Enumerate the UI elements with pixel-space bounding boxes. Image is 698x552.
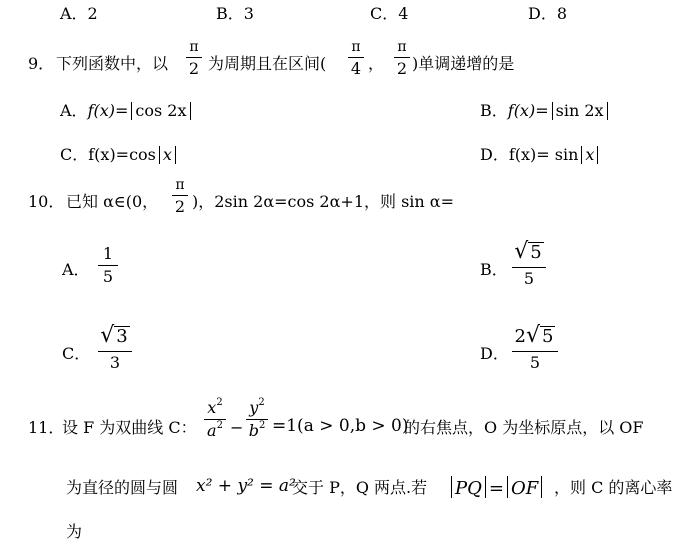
q9-option-c-label: C． <box>60 145 89 164</box>
q9-fraction-period <box>186 40 202 77</box>
q10-option-b-radicand: 5 <box>530 242 542 263</box>
q9-option-a-fx: f(x)= <box>87 101 129 120</box>
fraction-bar <box>186 57 202 58</box>
q9-option-a <box>60 102 194 120</box>
fraction-bar <box>172 195 188 196</box>
q11-line2-equation: x² + y² = a² <box>196 476 296 496</box>
q10-frac-den: 2 <box>174 197 186 216</box>
q10-option-d-num <box>512 323 558 348</box>
q10-option-a-den: 5 <box>102 267 114 286</box>
fraction-bar <box>348 57 364 58</box>
q9-option-d-fx: f(x)= sin <box>508 145 579 164</box>
q11-line2-mid: 交于 P，Q 两点.若 <box>292 478 428 497</box>
q10-text-after: )，2sin 2α=cos 2α+1，则 sin α= <box>192 192 455 211</box>
sqrt <box>525 323 555 348</box>
q11-line2-equals: = <box>488 478 504 499</box>
fraction-bar <box>98 351 132 352</box>
q11-frac1-den-exp: 2 <box>216 420 223 431</box>
q11-line2-pq: PQ <box>455 478 482 499</box>
q9-frac2-den: 4 <box>350 59 362 78</box>
q11-line2-before: 为直径的圆与圆 <box>66 478 179 497</box>
q10-fraction <box>172 178 188 215</box>
abs-bar-left <box>581 146 582 164</box>
q10-option-d-den: 5 <box>529 352 541 372</box>
abs-bar-right <box>485 476 486 498</box>
fraction-bar <box>512 351 558 352</box>
q10-text-before: 已知 α∈(0， <box>66 192 159 211</box>
q9-option-b-fx: f(x)= <box>507 101 549 120</box>
abs-bar-right <box>541 476 542 498</box>
sqrt <box>100 323 129 348</box>
q9-comma: ， <box>368 54 385 73</box>
q10-number: 10． <box>28 192 65 211</box>
q9-option-a-label: A． <box>60 101 88 120</box>
q11-frac2-den-wrap <box>246 420 268 440</box>
q9-text-after: )单调递增的是 <box>412 54 515 73</box>
q9-option-d <box>480 146 601 164</box>
q11-line2-after: ，则 C 的离心率 <box>554 478 673 497</box>
abs-bar-left <box>552 102 553 120</box>
q11-frac2-num: y <box>249 398 259 417</box>
q10-option-b-fraction <box>512 239 546 288</box>
q10-option-b-label: B． <box>480 260 508 279</box>
q11-frac1-num-exp: 2 <box>216 397 223 408</box>
q11-equation-rest: =1(a > 0,b > 0) <box>272 416 409 436</box>
q11-number: 11． <box>28 418 65 437</box>
q11-fraction-y <box>246 397 268 440</box>
q8-option-d: D．8 <box>528 4 568 23</box>
q11-minus: − <box>230 418 244 437</box>
q11-frac2-den: b <box>248 421 259 440</box>
q11-frac1-num: x <box>207 398 217 417</box>
sqrt <box>514 239 543 264</box>
abs-bar-left <box>507 476 508 498</box>
q11-fraction-x <box>204 397 226 440</box>
q9-fraction-left <box>348 40 364 77</box>
q9-option-b-body: sin 2x <box>555 101 604 120</box>
q8-option-b: B．3 <box>216 4 254 23</box>
q8-option-a: A．2 <box>60 4 98 23</box>
q11-frac1-den-wrap <box>204 420 226 440</box>
q10-option-a-num: 1 <box>102 244 114 263</box>
q9-option-c-fx: f(x)=cos <box>88 145 156 164</box>
q10-option-c-den: 3 <box>109 352 121 372</box>
q9-frac1-num: π <box>189 39 199 55</box>
abs-bar-left <box>159 146 160 164</box>
q9-option-b <box>480 102 611 120</box>
radical-sign: √ <box>100 323 115 348</box>
q9-frac3-num: π <box>397 39 407 55</box>
q10-frac-num: π <box>175 177 185 193</box>
q11-line3: 为 <box>66 522 83 541</box>
abs-bar-right <box>607 102 608 120</box>
abs-bar-left <box>451 476 452 498</box>
q10-option-d-fraction <box>512 323 558 372</box>
q11-frac2-num-exp: 2 <box>258 397 265 408</box>
q10-option-d-coef: 2 <box>514 326 526 347</box>
q10-option-d-label: D． <box>480 344 509 363</box>
radical-sign: √ <box>525 323 541 348</box>
fraction-bar <box>394 57 410 58</box>
q11-frac2-num-wrap <box>246 397 268 417</box>
q10-option-c-fraction <box>98 323 132 372</box>
q9-option-d-label: D． <box>480 145 509 164</box>
q9-fraction-right <box>394 40 410 77</box>
q10-option-c-radicand: 3 <box>116 326 128 347</box>
q10-option-a-label: A． <box>62 260 90 279</box>
q9-option-b-label: B． <box>480 101 508 120</box>
q9-frac1-den: 2 <box>188 59 200 78</box>
q11-line2-of: OF <box>510 478 539 499</box>
fraction-bar <box>512 267 546 268</box>
abs-bar-right <box>597 146 598 164</box>
q10-option-c-num <box>98 323 132 348</box>
q9-option-d-body: x <box>585 145 595 164</box>
q9-option-c-body: x <box>162 145 172 164</box>
q9-text-mid: 为周期且在区间( <box>208 54 327 73</box>
q10-option-a-fraction <box>98 246 118 285</box>
q9-option-c <box>60 146 179 164</box>
abs-bar-left <box>131 102 132 120</box>
q11-text-before: 设 F 为双曲线 C： <box>62 418 197 437</box>
q8-option-c: C．4 <box>370 4 409 23</box>
abs-bar-right <box>190 102 191 120</box>
q9-frac2-num: π <box>351 39 361 55</box>
radical-sign: √ <box>514 239 529 264</box>
q9-option-a-body: cos 2x <box>135 101 187 120</box>
q11-text-after: 的右焦点，O 为坐标原点，以 OF <box>404 418 644 437</box>
q11-frac1-den: a <box>207 421 217 440</box>
abs-bar-right <box>175 146 176 164</box>
q9-text-before: 下列函数中，以 <box>56 54 169 73</box>
q10-option-b-den: 5 <box>523 268 535 288</box>
q11-line2-abs-expr <box>448 476 545 498</box>
q9-number: 9． <box>28 54 55 73</box>
q10-option-d-radicand: 5 <box>542 326 554 347</box>
q11-frac2-den-exp: 2 <box>258 420 266 431</box>
fraction-bar <box>98 265 118 266</box>
q10-option-b-num <box>512 239 546 264</box>
q9-frac3-den: 2 <box>396 59 408 78</box>
q11-frac1-num-wrap <box>204 397 226 417</box>
q10-option-c-label: C． <box>62 344 91 363</box>
